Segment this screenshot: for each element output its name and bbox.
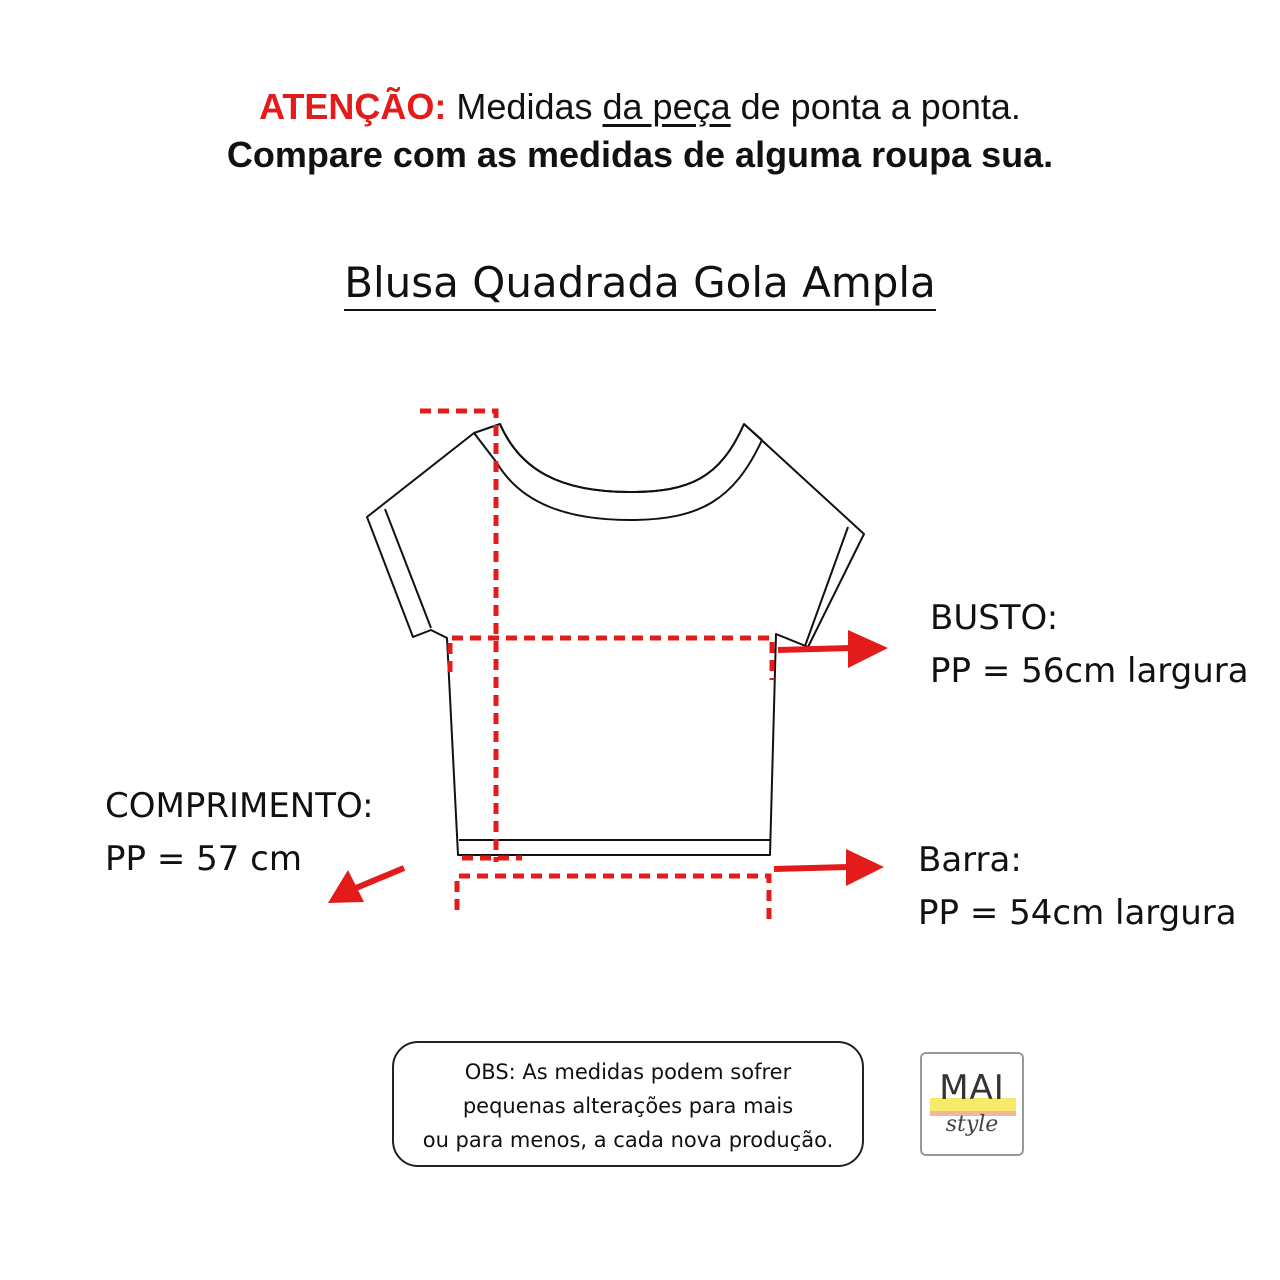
bust-measurement [930,592,1249,698]
bust-value: PP = 56cm largura [930,651,1249,691]
hem-arrow-shaft [774,867,848,869]
obs-note [392,1041,864,1167]
hem-arrow-head [846,849,884,886]
length-label: COMPRIMENTO: [105,786,374,826]
obs-line-1: OBS: As medidas podem sofrer [464,1060,792,1084]
obs-line-2: pequenas alterações para mais [462,1094,794,1118]
measure-guides [420,411,772,920]
length-measurement [105,780,374,886]
hem-measurement [918,834,1237,940]
bust-label: BUSTO: [930,598,1059,638]
attention-text-pre: Medidas [456,86,593,127]
obs-line-3: ou para menos, a cada nova produção. [422,1128,834,1152]
attention-text-post: de ponta a ponta. [740,86,1021,127]
attention-label: ATENÇÃO: [259,86,447,127]
page-title-text: Blusa Quadrada Gola Ampla [344,258,936,311]
length-value: PP = 57 cm [105,839,302,879]
bust-arrow-head [848,630,888,668]
logo-sub-text: style [945,1112,999,1137]
compare-line: Compare com as medidas de alguma roupa sua. [226,134,1054,175]
hem-guide [457,876,769,920]
logo-brand-text: MAI [939,1068,1005,1108]
arrows [328,630,888,903]
brand-logo [920,1052,1024,1156]
bust-arrow-shaft [778,648,852,650]
attention-text-underlined: da peça [602,86,731,127]
hem-label: Barra: [918,840,1022,880]
hem-value: PP = 54cm largura [918,893,1237,933]
